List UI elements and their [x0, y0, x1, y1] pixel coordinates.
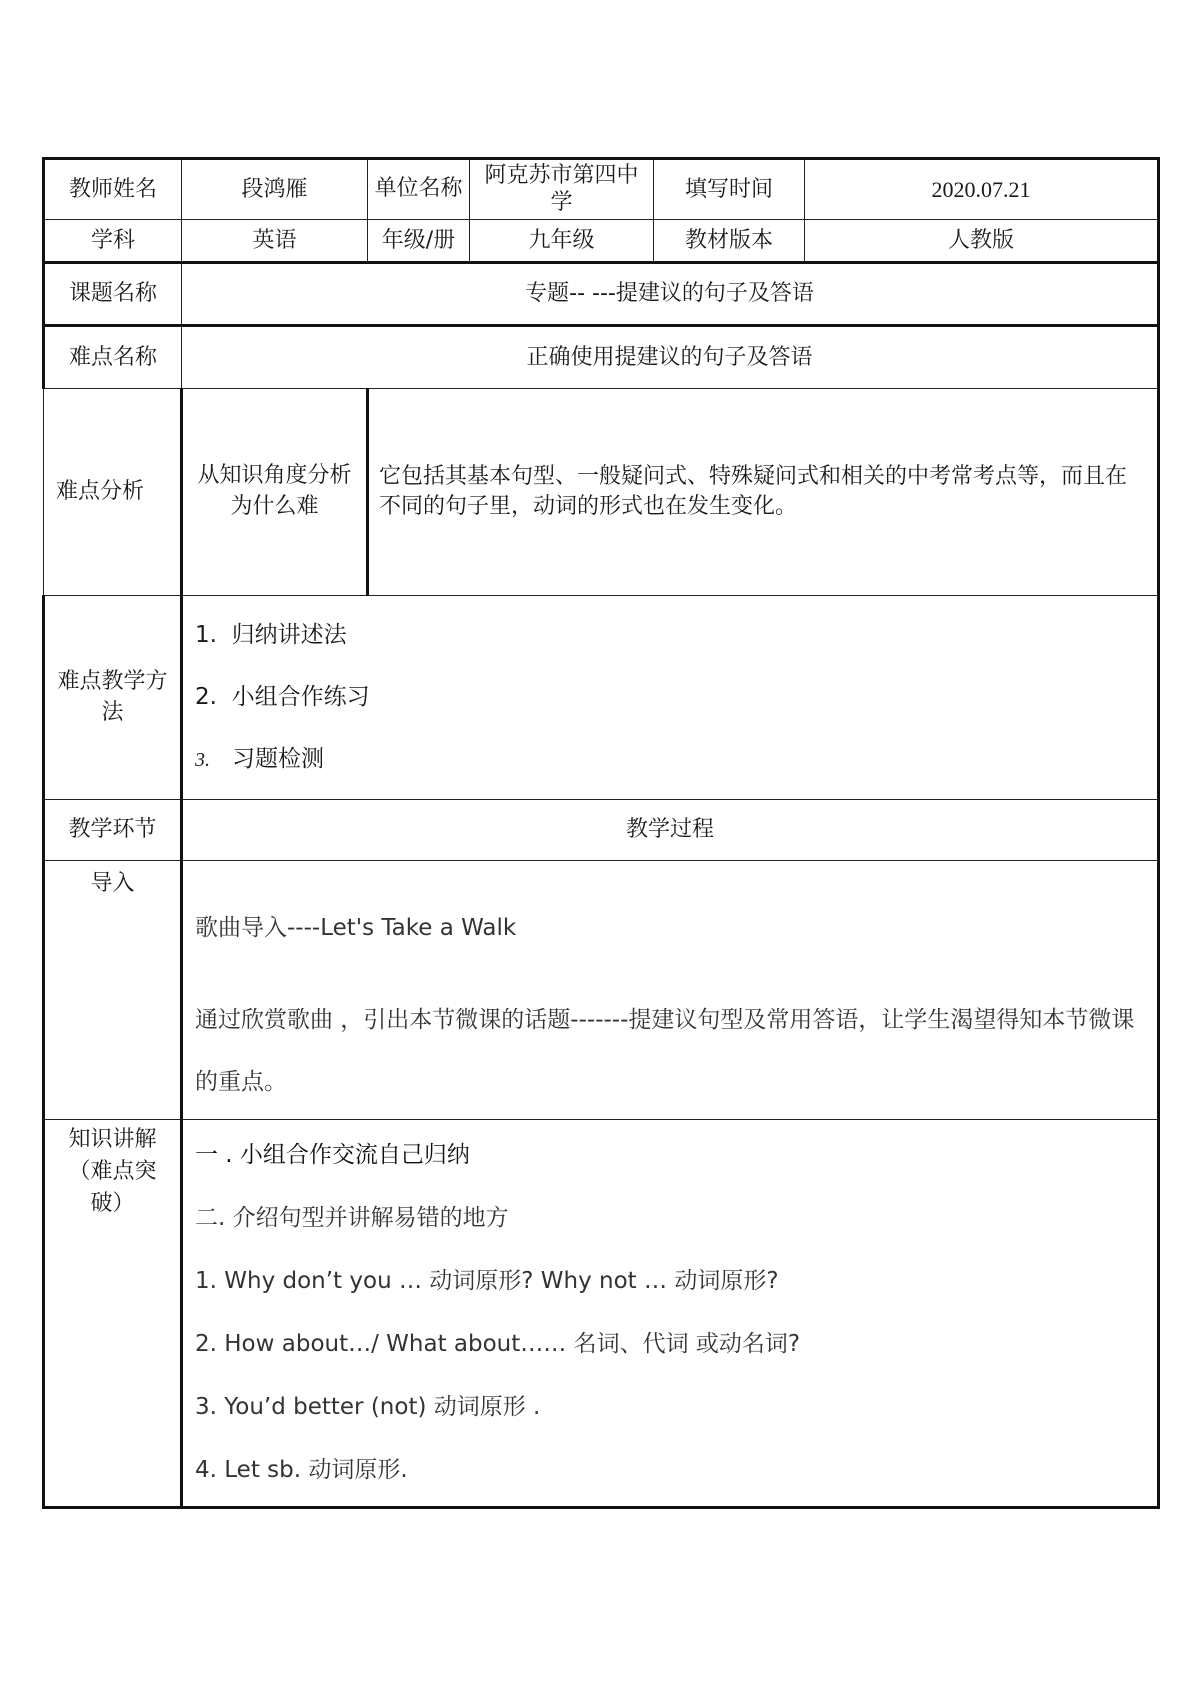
method-number: 1.: [195, 622, 217, 648]
method-item: [195, 604, 1145, 666]
process-header-label: 教学环节: [44, 800, 182, 861]
subject-value: 英语: [182, 220, 368, 263]
intro-line-2: 通过欣赏歌曲 ，引出本节微课的话题-------提建议句型及常用答语，让学生渴望得知本节微课的重点。: [195, 1007, 1135, 1095]
intro-line-1: 歌曲导入----Let's Take a Walk: [195, 915, 517, 941]
knowledge-line: 二. 介绍句型并讲解易错的地方: [195, 1205, 509, 1231]
header-row-2: [44, 220, 1159, 263]
knowledge-line: 一 . 小组合作交流自己归纳: [195, 1142, 470, 1168]
lesson-plan-table: [42, 157, 1160, 1509]
edition-value: 人教版: [805, 220, 1159, 263]
teacher-label: 教师姓名: [44, 159, 182, 220]
edition-label: 教材版本: [654, 220, 805, 263]
difficulty-row: [44, 326, 1159, 389]
methods-list: [182, 596, 1159, 800]
method-item: [195, 728, 1145, 791]
knowledge-row: [44, 1120, 1159, 1508]
grade-value: 九年级: [470, 220, 654, 263]
process-header-value: 教学过程: [182, 800, 1159, 861]
difficulty-label: 难点名称: [44, 326, 182, 389]
topic-row: [44, 263, 1159, 326]
date-value: 2020.07.21: [805, 159, 1159, 220]
analysis-text: 它包括其基本句型、一般疑问式、特殊疑问式和相关的中考常考点等，而且在不同的句子里，动词的形式也在发生变化。: [368, 389, 1159, 596]
intro-row: [44, 861, 1159, 1120]
knowledge-line: 2. How about…/ What about…… 名词、代词 或动名词?: [195, 1331, 801, 1357]
knowledge-label: 知识讲解（难点突破）: [44, 1120, 182, 1508]
knowledge-content: [182, 1120, 1159, 1508]
unit-value: 阿克苏市第四中学: [470, 159, 654, 220]
analysis-row: [44, 389, 1159, 596]
method-text: 归纳讲述法: [231, 622, 347, 648]
method-number: 2.: [195, 684, 217, 710]
intro-label: 导入: [44, 861, 182, 1120]
analysis-sub-label: 从知识角度分析为什么难: [182, 389, 368, 596]
topic-label: 课题名称: [44, 263, 182, 326]
method-text: 习题检测: [231, 746, 324, 772]
teacher-value: 段鸿雁: [182, 159, 368, 220]
analysis-label: 难点分析: [44, 389, 182, 596]
unit-label: 单位名称: [368, 159, 470, 220]
header-row-1: [44, 159, 1159, 220]
methods-row: [44, 596, 1159, 800]
method-number: 3.: [195, 749, 210, 771]
difficulty-value: 正确使用提建议的句子及答语: [182, 326, 1159, 389]
grade-label: 年级/册: [368, 220, 470, 263]
subject-label: 学科: [44, 220, 182, 263]
method-text: 小组合作练习: [231, 684, 370, 710]
process-header-row: [44, 800, 1159, 861]
knowledge-line: 1. Why don’t you … 动词原形? Why not … 动词原形?: [195, 1268, 779, 1294]
knowledge-line: 4. Let sb. 动词原形.: [195, 1457, 408, 1483]
topic-value: 专题-- ---提建议的句子及答语: [182, 263, 1159, 326]
intro-content: [182, 861, 1159, 1120]
methods-label: 难点教学方法: [44, 596, 182, 800]
date-label: 填写时间: [654, 159, 805, 220]
method-item: [195, 666, 1145, 728]
knowledge-line: 3. You’d better (not) 动词原形 .: [195, 1394, 541, 1420]
